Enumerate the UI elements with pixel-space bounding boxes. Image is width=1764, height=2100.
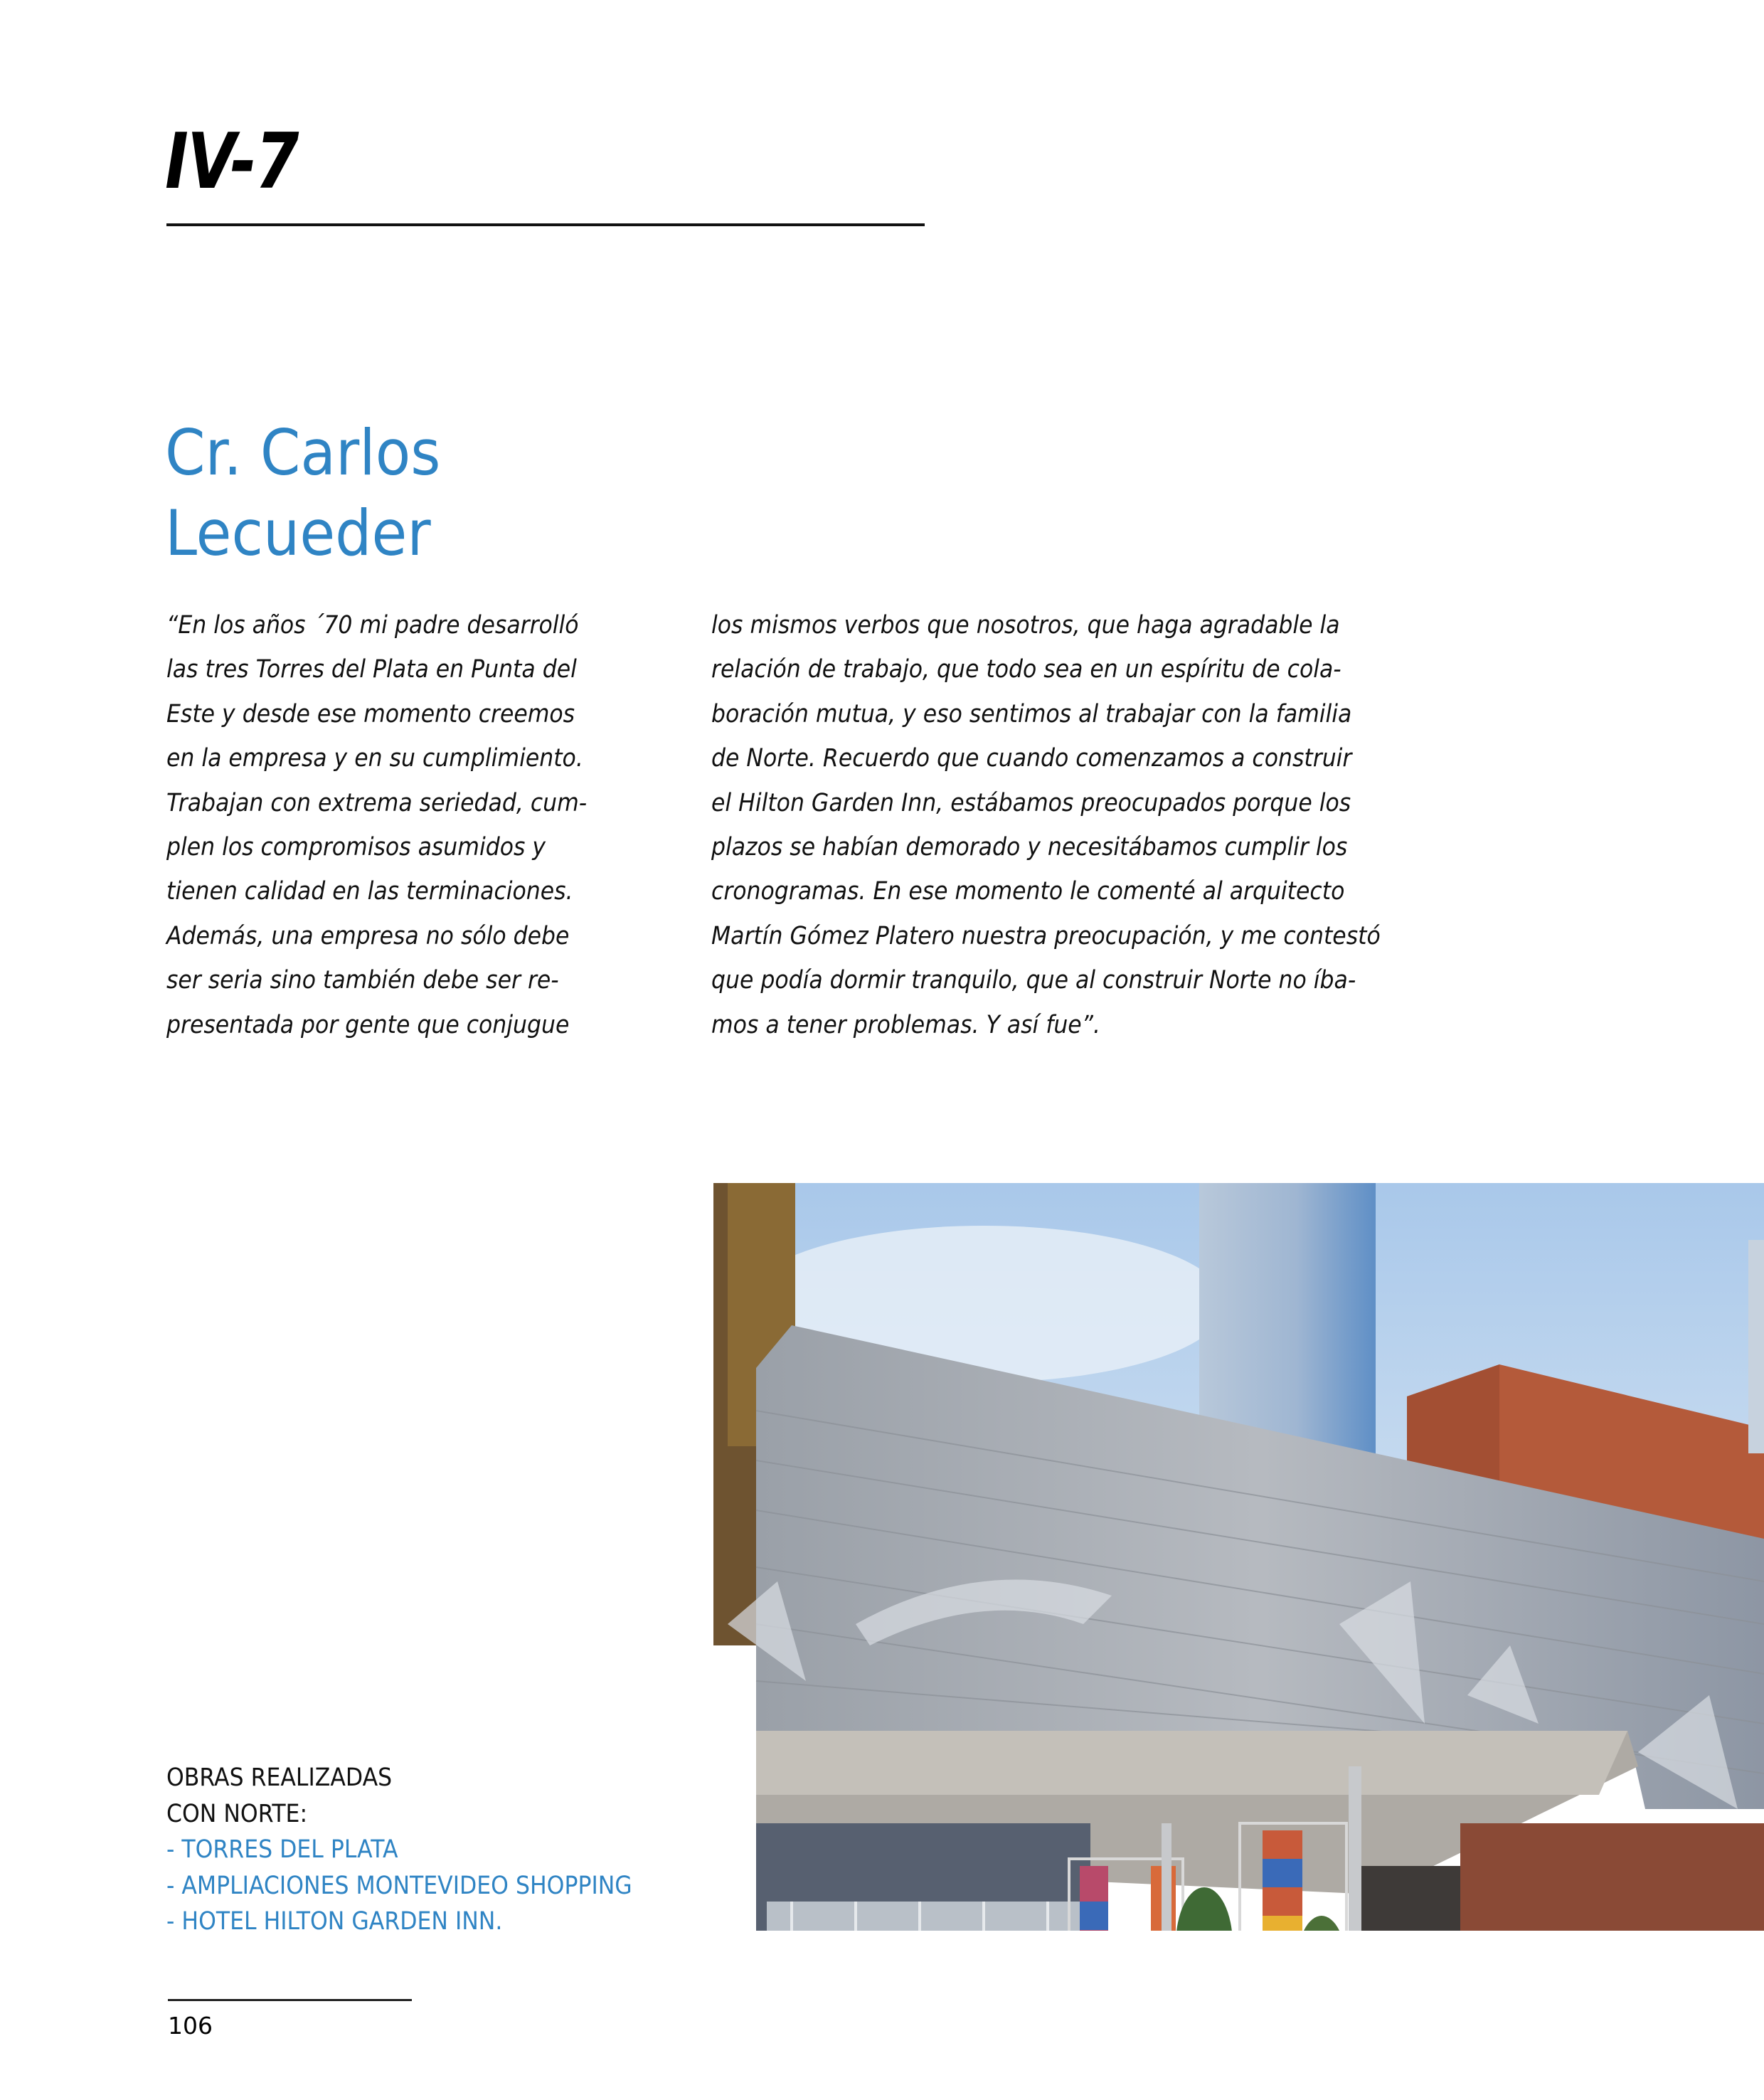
footer-divider xyxy=(168,1999,412,2001)
quote-line: Este y desde ese momento creemos xyxy=(166,699,575,728)
page-number: 106 xyxy=(168,2012,213,2040)
quote-line: plazos se habían demorado y necesitábamos cumplir los xyxy=(711,832,1348,861)
works-list xyxy=(166,1760,632,1940)
quote-column-left xyxy=(166,603,587,1047)
quote-line: de Norte. Recuerdo que cuando comenzamos a construir xyxy=(711,744,1352,773)
person-name xyxy=(165,413,440,573)
person-name-line-1: Cr. Carlos xyxy=(165,416,441,489)
chapter-divider xyxy=(166,223,925,226)
chapter-number: IV-7 xyxy=(165,117,298,206)
quote-line: ser seria sino también debe ser re- xyxy=(166,966,559,995)
quote-line: Trabajan con extrema seriedad, cum- xyxy=(166,788,588,817)
quote-line: relación de trabajo, que todo sea en un espíritu de cola- xyxy=(711,655,1341,684)
quote-line: el Hilton Garden Inn, estábamos preocupados porque los xyxy=(711,788,1351,817)
quote-line: tienen calidad en las terminaciones. xyxy=(166,877,573,906)
quote-line: mos a tener problemas. Y así fue”. xyxy=(711,1010,1101,1039)
quote-line: “En los años ´70 mi padre desarrolló xyxy=(166,611,579,640)
quote-line: que podía dormir tranquilo, que al construir Norte no íba- xyxy=(711,966,1356,995)
quote-column-right xyxy=(711,603,1381,1047)
quote-line: las tres Torres del Plata en Punta del xyxy=(166,655,577,684)
person-name-line-2: Lecueder xyxy=(165,497,431,570)
quote-line: boración mutua, y eso sentimos al trabajar con la familia xyxy=(711,699,1352,728)
quote-line: Martín Gómez Platero nuestra preocupación, y me contestó xyxy=(711,921,1381,950)
building-photo xyxy=(713,1183,1764,1931)
quote-line: presentada por gente que conjugue xyxy=(166,1010,570,1039)
quote-line: Además, una empresa no sólo debe xyxy=(166,921,570,950)
quote-line: en la empresa y en su cumplimiento. xyxy=(166,744,583,773)
works-item: - TORRES DEL PLATA xyxy=(166,1835,398,1864)
quote-line: plen los compromisos asumidos y xyxy=(166,832,546,861)
quote-line: los mismos verbos que nosotros, que haga agradable la xyxy=(711,611,1340,640)
quote-line: cronogramas. En ese momento le comenté al arquitecto xyxy=(711,877,1345,906)
works-heading-line-2: CON NORTE: xyxy=(166,1799,308,1828)
works-heading-line-1: OBRAS REALIZADAS xyxy=(166,1764,393,1792)
works-item: - AMPLIACIONES MONTEVIDEO SHOPPING xyxy=(166,1871,632,1900)
works-item: - HOTEL HILTON GARDEN INN. xyxy=(166,1907,503,1936)
